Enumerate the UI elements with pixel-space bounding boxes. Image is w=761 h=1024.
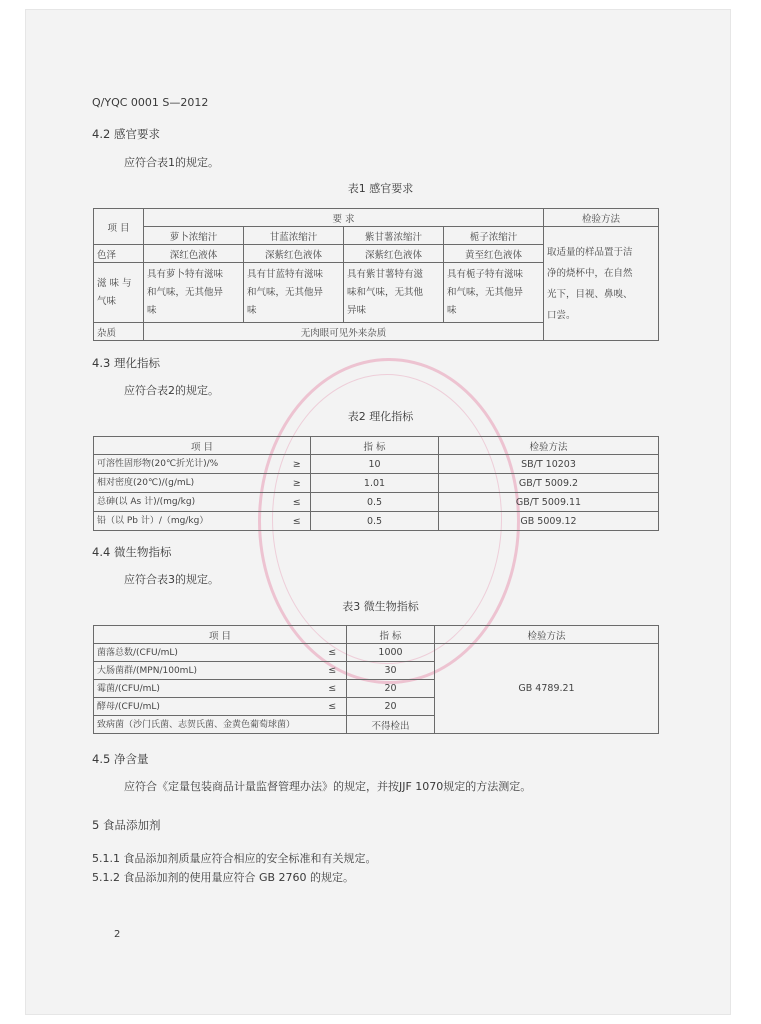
table1-cell <box>244 263 344 323</box>
table2-method: GB/T 5009.2 <box>439 474 659 493</box>
cell-line: 味 <box>247 304 257 316</box>
table3-op: ≤ <box>319 698 347 716</box>
sensory-requirements-table <box>93 208 659 341</box>
cell-line: 具有栀子特有滋味 <box>447 268 524 280</box>
table1-subheader-sweet-potato: 紫甘薯浓缩汁 <box>344 227 444 245</box>
table2-op: ≥ <box>284 474 311 493</box>
section-4-2-heading: 4.2 感官要求 <box>92 127 160 141</box>
clause-5-1-1: 5.1.1 食品添加剂质量应符合相应的安全标准和有关规定。 <box>92 852 377 865</box>
cell-line: 和气味，无其他异 <box>147 286 224 298</box>
cell-line: 味和气味，无其他 <box>347 286 424 298</box>
table1-row-label-impurity: 杂质 <box>94 323 144 341</box>
section-5-heading: 5 食品添加剂 <box>92 818 161 832</box>
table2-item-header: 项 目 <box>94 437 311 455</box>
cell-line: 异味 <box>347 304 367 316</box>
table1-subheader-radish: 萝卜浓缩汁 <box>144 227 244 245</box>
cell-line: 味 <box>447 304 457 316</box>
cell-line: 和气味，无其他异 <box>447 286 524 298</box>
label-line: 气味 <box>97 295 117 307</box>
section-4-3-text: 应符合表2的规定。 <box>124 384 219 397</box>
table1-cell <box>444 263 544 323</box>
table1-row-label-taste <box>94 263 144 323</box>
table2-method: GB 5009.12 <box>439 512 659 531</box>
table1-impurity-cell: 无肉眼可见外来杂质 <box>144 323 544 341</box>
table2-method: GB/T 5009.11 <box>439 493 659 512</box>
cell-line: 具有甘蓝特有滋味 <box>247 268 324 280</box>
table2-op: ≥ <box>284 455 311 474</box>
table2-op: ≤ <box>284 493 311 512</box>
table2-value: 0.5 <box>311 493 439 512</box>
table3-item: 菌落总数/(CFU/mL) <box>94 644 319 662</box>
section-4-3-heading: 4.3 理化指标 <box>92 356 160 370</box>
table2-item: 相对密度(20℃)/(g/mL) <box>94 474 284 493</box>
standard-code-header: Q/YQC 0001 S—2012 <box>92 96 209 109</box>
table3-item: 酵母/(CFU/mL) <box>94 698 319 716</box>
table1-cell: 深紫红色液体 <box>344 245 444 263</box>
table3-op: ≤ <box>319 644 347 662</box>
table1-cell <box>144 263 244 323</box>
table2-value: 10 <box>311 455 439 474</box>
cell-line: 味 <box>147 304 157 316</box>
table3-value: 20 <box>347 680 435 698</box>
cell-line: 和气味，无其他异 <box>247 286 324 298</box>
table1-requirement-header: 要 求 <box>144 209 544 227</box>
table1-cell: 深红色液体 <box>144 245 244 263</box>
table2-item: 可溶性固形物(20℃折光计)/% <box>94 455 284 474</box>
table3-item: 大肠菌群/(MPN/100mL) <box>94 662 319 680</box>
table1-method-cell <box>544 227 659 341</box>
table1-cell: 黄至红色液体 <box>444 245 544 263</box>
table2-value-header: 指 标 <box>311 437 439 455</box>
table3-item: 致病菌（沙门氏菌、志贺氏菌、金黄色葡萄球菌） <box>94 716 347 734</box>
table3-method-cell: GB 4789.21 <box>435 644 659 734</box>
table1-subheader-gardenia: 栀子浓缩汁 <box>444 227 544 245</box>
section-4-5-text: 应符合《定量包装商品计量监督管理办法》的规定，并按JJF 1070规定的方法测定。 <box>124 780 532 793</box>
table1-cell <box>344 263 444 323</box>
table1-row-label-color: 色泽 <box>94 245 144 263</box>
cell-line: 具有紫甘薯特有滋 <box>347 268 424 280</box>
table2-op: ≤ <box>284 512 311 531</box>
table2-caption: 表2 理化指标 <box>347 410 414 423</box>
table1-subheader-cabbage: 甘蓝浓缩汁 <box>244 227 344 245</box>
table3-caption: 表3 微生物指标 <box>342 600 419 613</box>
section-4-2-text: 应符合表1的规定。 <box>124 156 219 169</box>
clause-5-1-2: 5.1.2 食品添加剂的使用量应符合 GB 2760 的规定。 <box>92 871 355 884</box>
physicochemical-table <box>93 436 659 531</box>
method-line: 光下，目视、鼻嗅、 <box>547 288 633 300</box>
cell-line: 具有萝卜特有滋味 <box>147 268 224 280</box>
table2-method-header: 检验方法 <box>439 437 659 455</box>
method-line: 取适量的样品置于洁 <box>547 246 633 258</box>
table1-cell: 深紫红色液体 <box>244 245 344 263</box>
label-line: 滋 味 与 <box>97 277 132 289</box>
table3-method-header: 检验方法 <box>435 626 659 644</box>
table2-method: SB/T 10203 <box>439 455 659 474</box>
table3-value: 不得检出 <box>347 716 435 734</box>
table3-item: 霉菌/(CFU/mL) <box>94 680 319 698</box>
section-4-4-text: 应符合表3的规定。 <box>124 573 219 586</box>
table3-op: ≤ <box>319 680 347 698</box>
table1-method-header: 检验方法 <box>544 209 659 227</box>
section-4-4-heading: 4.4 微生物指标 <box>92 545 172 559</box>
section-4-5-heading: 4.5 净含量 <box>92 752 149 766</box>
table3-value: 20 <box>347 698 435 716</box>
page-number: 2 <box>114 929 121 940</box>
table2-value: 1.01 <box>311 474 439 493</box>
table1-item-header: 项 目 <box>94 209 144 245</box>
table2-item: 总砷(以 As 计)/(mg/kg) <box>94 493 284 512</box>
table3-value: 1000 <box>347 644 435 662</box>
table3-value: 30 <box>347 662 435 680</box>
method-line: 净的烧杯中，在自然 <box>547 267 633 279</box>
table2-item: 铅（以 Pb 计）/（mg/kg） <box>94 512 284 531</box>
table1-caption: 表1 感官要求 <box>347 182 414 195</box>
table3-op: ≤ <box>319 662 347 680</box>
table3-item-header: 项 目 <box>94 626 347 644</box>
method-line: 口尝。 <box>547 309 576 321</box>
table2-value: 0.5 <box>311 512 439 531</box>
microbiological-table <box>93 625 659 734</box>
table3-value-header: 指 标 <box>347 626 435 644</box>
